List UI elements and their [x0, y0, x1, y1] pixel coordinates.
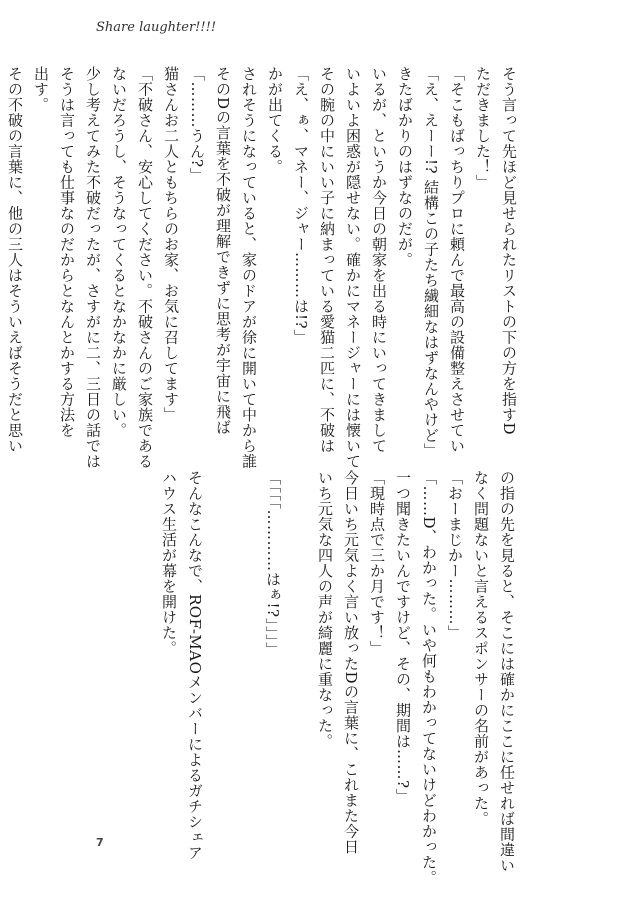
- text-line: 「………うん?」: [188, 66, 206, 184]
- text-line: いち元気な四人の声が綺麗に重なった。: [316, 470, 334, 749]
- text-line: そうは言っても仕事なのだからとなんとかする方法を: [58, 66, 76, 438]
- text-line: いよいよ困惑が隠せない。確かにマネージャーには懐いて: [344, 66, 362, 469]
- text-line: ないだろうし、そうなってくるとなかなかに厳しい。: [110, 66, 128, 438]
- text-line: [286, 470, 312, 800]
- text-line: されそうになっていると、家のドアが徐に開いて中から誰: [240, 66, 258, 469]
- text-line: 「え、えーー!? 結構この子たち繊細なはずなんやけど」: [422, 66, 440, 459]
- text-line: 「現時点で三か月です！」: [368, 470, 386, 656]
- text-line: 少し考えてみた不破だったが、さすがに二、三日の話では: [84, 66, 102, 469]
- text-line: 一つ聞きたいんですけど、その、期間は……?」: [394, 470, 412, 805]
- text-line: 「おーまじかー………」: [446, 470, 464, 641]
- text-line: 猫さんお二人ともちらのお家、お気に召してます」: [162, 66, 180, 423]
- text-line: ただきました！」: [474, 66, 492, 190]
- text-line: 今日いち元気よく言い放ったDの言葉に、これまた今日: [342, 470, 360, 855]
- text-line: 「不破さん、安心してください。不破さんのご家族である: [136, 66, 154, 469]
- text-line: その不破の言葉に、他の三人はそういえばそうだと思い: [6, 66, 24, 454]
- text-line: ハウス生活が幕を開けた。: [160, 470, 178, 656]
- text-block-top: [0, 66, 522, 469]
- text-line: 出す。: [32, 66, 50, 113]
- text-line: [234, 470, 260, 800]
- page-number: 7: [96, 836, 104, 849]
- text-line: の指の先を見ると、そこには確かにここに任せれば間違い: [498, 470, 516, 873]
- text-line: [208, 470, 234, 800]
- text-line: 「……D、わかった。いや何もわかってないけどわかった。: [420, 470, 438, 886]
- text-block-bottom: [156, 470, 520, 886]
- text-line: そんなこんなで、ROF-MAOメンバーによるガチシェア: [186, 470, 204, 861]
- text-line: かが出てくる。: [266, 66, 284, 175]
- text-line: いるが、というか今日の朝家を出る時にいってきまして: [370, 66, 388, 454]
- text-line: そう言って先ほど見せられたリストの下の方を指すD: [500, 66, 518, 436]
- text-line: 「「「「…………はぁ!?」」」」: [264, 470, 282, 658]
- text-line: 「そこもばっちりプロに頼んで最高の設備整えさせてい: [448, 66, 466, 454]
- text-line: その腕の中にいい子に納まっている愛猫二匹に、不破は: [318, 66, 336, 454]
- text-line: きたばかりのはずなのだが。: [396, 66, 414, 268]
- text-line: 「え、ぁ、マネー、ジャー………は!?」: [292, 66, 310, 345]
- text-line: なく問題ないと言えるスポンサーの名前があった。: [472, 470, 490, 827]
- text-line: そのDの言葉を不破が理解できずに思考が宇宙に飛ば: [214, 66, 232, 436]
- running-header: Share laughter!!!!: [96, 20, 217, 35]
